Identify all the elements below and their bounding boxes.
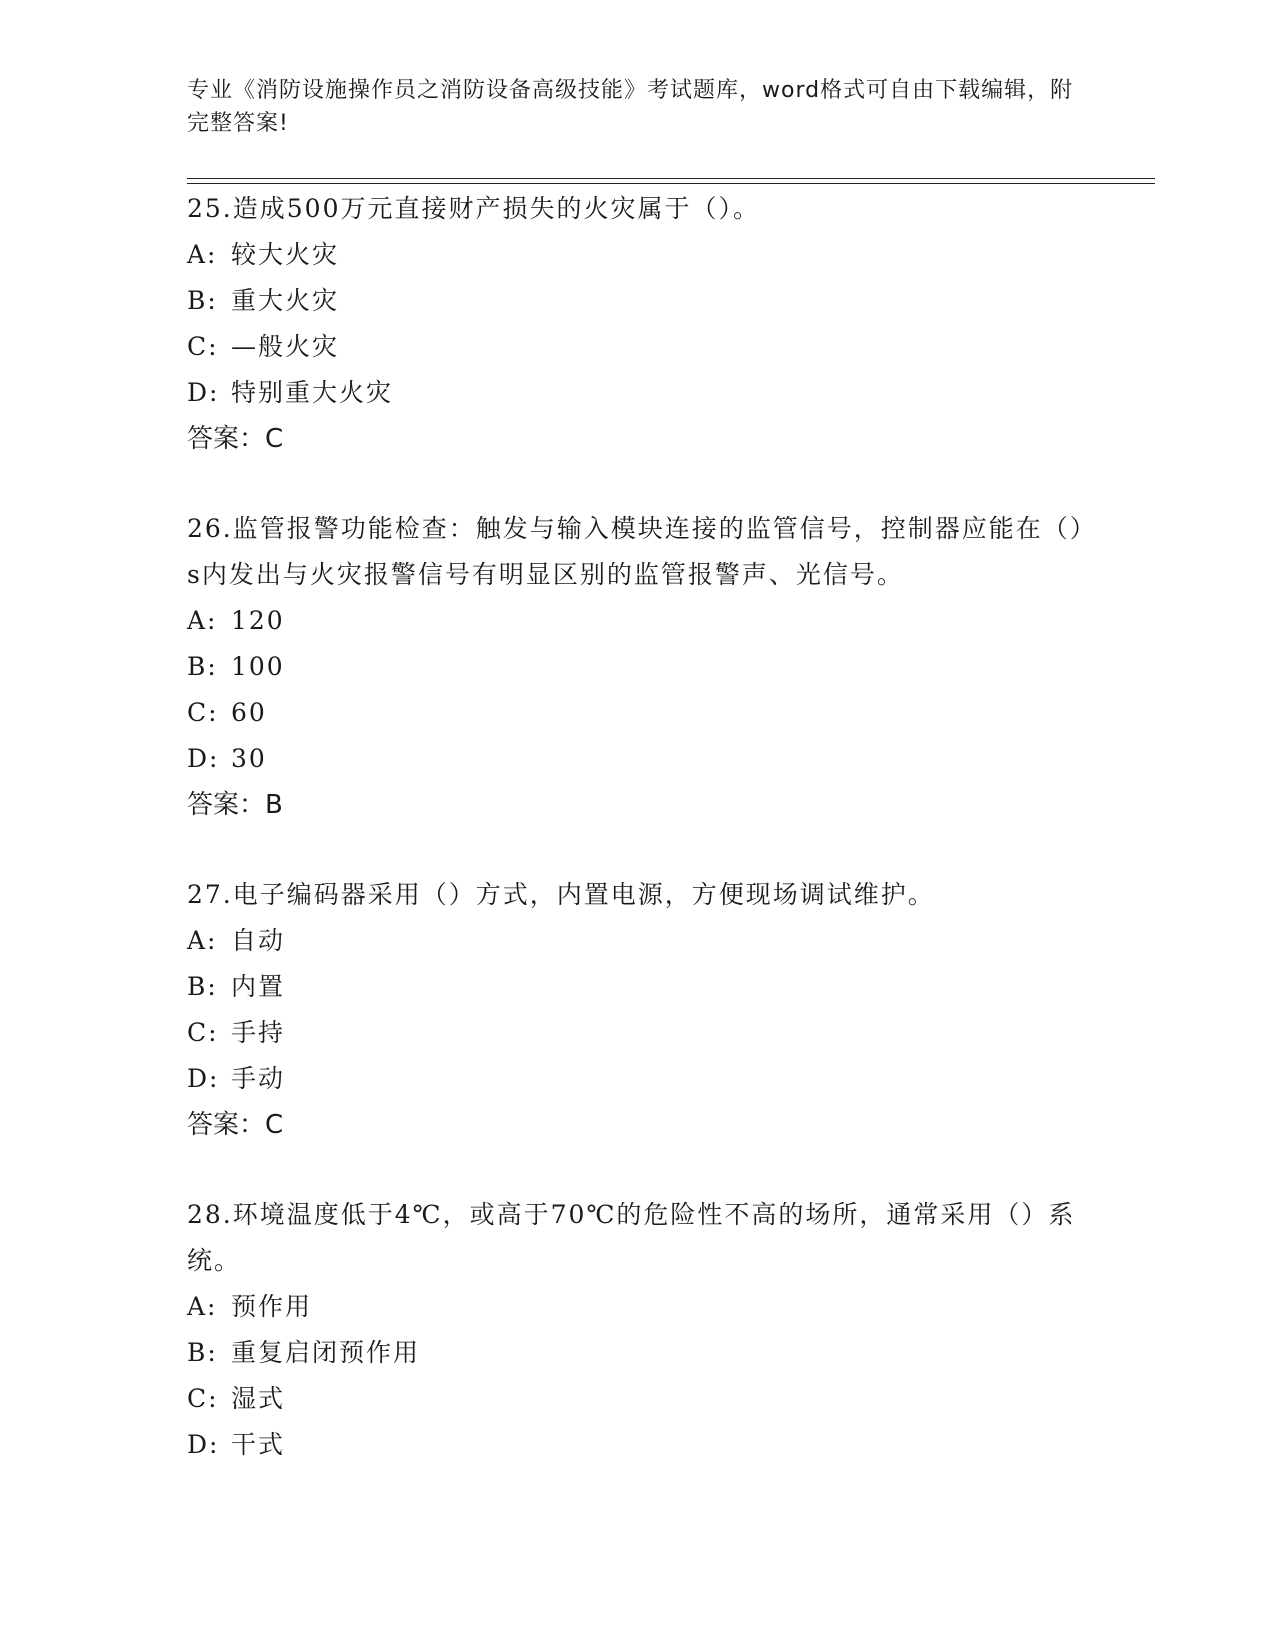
document-header: 专业《消防设施操作员之消防设备高级技能》考试题库，word格式可自由下载编辑，附完整答案! bbox=[187, 78, 1074, 136]
question-stem: 28.环境温度低于4℃，或高于70℃的危险性不高的场所，通常采用（）系统。 bbox=[187, 1200, 1076, 1275]
option-text: 120 bbox=[231, 606, 285, 635]
question-26 bbox=[187, 506, 1087, 828]
option-text: 预作用 bbox=[231, 1292, 313, 1321]
option-text: 重复启闭预作用 bbox=[231, 1338, 421, 1367]
header-divider-top bbox=[187, 178, 1155, 179]
option-c bbox=[187, 1010, 1087, 1056]
option-text: 湿式 bbox=[231, 1384, 286, 1413]
option-d bbox=[187, 1422, 1087, 1468]
question-27 bbox=[187, 872, 1087, 1148]
question-list bbox=[187, 186, 1087, 1512]
option-b bbox=[187, 1330, 1087, 1376]
question-stem: 26.监管报警功能检查：触发与输入模块连接的监管信号，控制器应能在（）s内发出与火灾报警信号有明显区别的监管报警声、光信号。 bbox=[187, 514, 1085, 589]
option-text: 特别重大火灾 bbox=[231, 378, 394, 407]
option-text: 手动 bbox=[231, 1064, 286, 1093]
option-b bbox=[187, 278, 1087, 324]
option-key: D: bbox=[187, 1064, 220, 1093]
answer-line: 答案：C bbox=[187, 1110, 284, 1140]
question-25 bbox=[187, 186, 1087, 462]
option-text: 较大火灾 bbox=[231, 240, 340, 269]
option-text: 自动 bbox=[231, 926, 286, 955]
option-key: B: bbox=[187, 1338, 218, 1367]
option-text: 内置 bbox=[231, 972, 286, 1001]
option-key: A: bbox=[187, 926, 218, 955]
option-key: C: bbox=[187, 332, 219, 361]
header-divider-bottom bbox=[187, 183, 1155, 184]
option-key: D: bbox=[187, 1430, 220, 1459]
question-stem: 27.电子编码器采用（）方式，内置电源，方便现场调试维护。 bbox=[187, 880, 935, 909]
option-c bbox=[187, 324, 1087, 370]
option-c bbox=[187, 690, 1087, 736]
option-key: C: bbox=[187, 1384, 219, 1413]
option-key: C: bbox=[187, 1018, 219, 1047]
option-text: 60 bbox=[231, 698, 267, 727]
option-a bbox=[187, 232, 1087, 278]
option-text: 重大火灾 bbox=[231, 286, 340, 315]
answer-line: 答案：C bbox=[187, 424, 284, 454]
question-28 bbox=[187, 1192, 1087, 1468]
option-key: D: bbox=[187, 744, 220, 773]
option-c bbox=[187, 1376, 1087, 1422]
option-b bbox=[187, 964, 1087, 1010]
option-key: B: bbox=[187, 286, 218, 315]
option-d bbox=[187, 1056, 1087, 1102]
option-text: 手持 bbox=[231, 1018, 286, 1047]
option-key: A: bbox=[187, 240, 218, 269]
option-key: A: bbox=[187, 1292, 218, 1321]
option-a bbox=[187, 598, 1087, 644]
option-d bbox=[187, 736, 1087, 782]
option-key: A: bbox=[187, 606, 218, 635]
option-b bbox=[187, 644, 1087, 690]
option-d bbox=[187, 370, 1087, 416]
option-text: 干式 bbox=[231, 1430, 286, 1459]
option-key: B: bbox=[187, 652, 218, 681]
option-text: —般火灾 bbox=[231, 332, 340, 361]
option-text: 30 bbox=[231, 744, 267, 773]
option-key: C: bbox=[187, 698, 219, 727]
option-text: 100 bbox=[231, 652, 285, 681]
question-stem: 25.造成500万元直接财产损失的火灾属于（）。 bbox=[187, 194, 760, 223]
option-key: D: bbox=[187, 378, 220, 407]
answer-line: 答案：B bbox=[187, 790, 283, 820]
option-key: B: bbox=[187, 972, 218, 1001]
option-a bbox=[187, 918, 1087, 964]
option-a bbox=[187, 1284, 1087, 1330]
